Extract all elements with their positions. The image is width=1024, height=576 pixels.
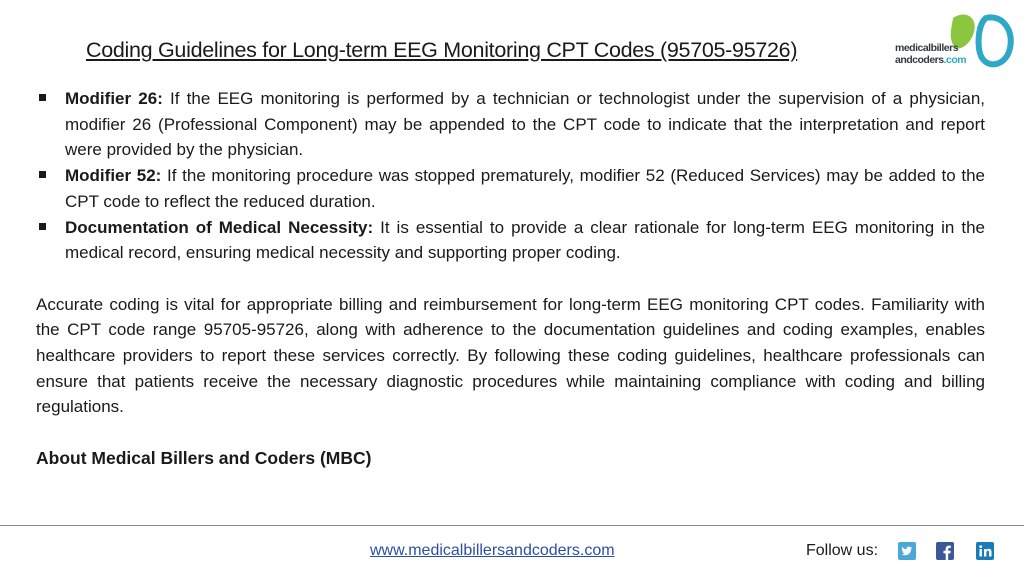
company-logo [890,12,1015,74]
about-heading: About Medical Billers and Coders (MBC) [36,447,372,468]
main-content [36,86,985,472]
facebook-icon[interactable] [936,542,954,560]
bullet-square-icon [39,223,46,230]
bullet-square-icon [39,94,46,101]
bullet-square-icon [39,171,46,178]
bullet-label: Modifier 26: [65,89,163,108]
list-item [36,86,985,163]
follow-us-label: Follow us: [806,542,879,559]
summary-paragraph: Accurate coding is vital for appropriate billing and reimbursement for long-term EEG monitoring CPT codes. Familiarity with the CPT code range 95705-95726, along with adherence to the documentation guidelines and coding examples, enables healthcare providers to report these services correctly. By following these coding guidelines, healthcare professionals can ensure that patients receive the necessary diagnostic procedures while maintaining compliance with coding and billing regulations. [36,294,985,417]
bullet-text: If the EEG monitoring is performed by a technician or technologist under the supervision of a physician, modifier 26 (Professional Component) may be appended to the CPT code to indicate that the interpretation and report were provided by the physician. [65,89,986,160]
footer-divider [0,525,1024,526]
bullet-label: Modifier 52: [65,166,162,186]
bullet-text: It is essential to provide a clear rationale for long-term EEG monitoring in the medical record, ensuring medical necessity and supporting proper coding. [65,217,986,263]
logo-text-suffix: .com [943,54,967,66]
logo-text-line1: medicalbillers [895,42,959,54]
linkedin-icon[interactable] [976,542,994,560]
list-item [36,163,985,214]
logo-text-main: andcoders [895,54,944,66]
bullet-label: Documentation of Medical Necessity: [65,217,374,237]
logo-text-line2 [895,54,966,66]
list-item [36,215,985,266]
page-title: Coding Guidelines for Long-term EEG Monitoring CPT Codes (95705-95726) [86,38,798,62]
website-link[interactable]: www.medicalbillersandcoders.com [370,542,615,559]
bullet-text: If the monitoring procedure was stopped prematurely, modifier 52 (Reduced Services) may be added to the CPT code to reflect the reduced duration. [65,166,986,211]
bullet-list [36,86,985,266]
twitter-icon[interactable] [898,542,916,560]
